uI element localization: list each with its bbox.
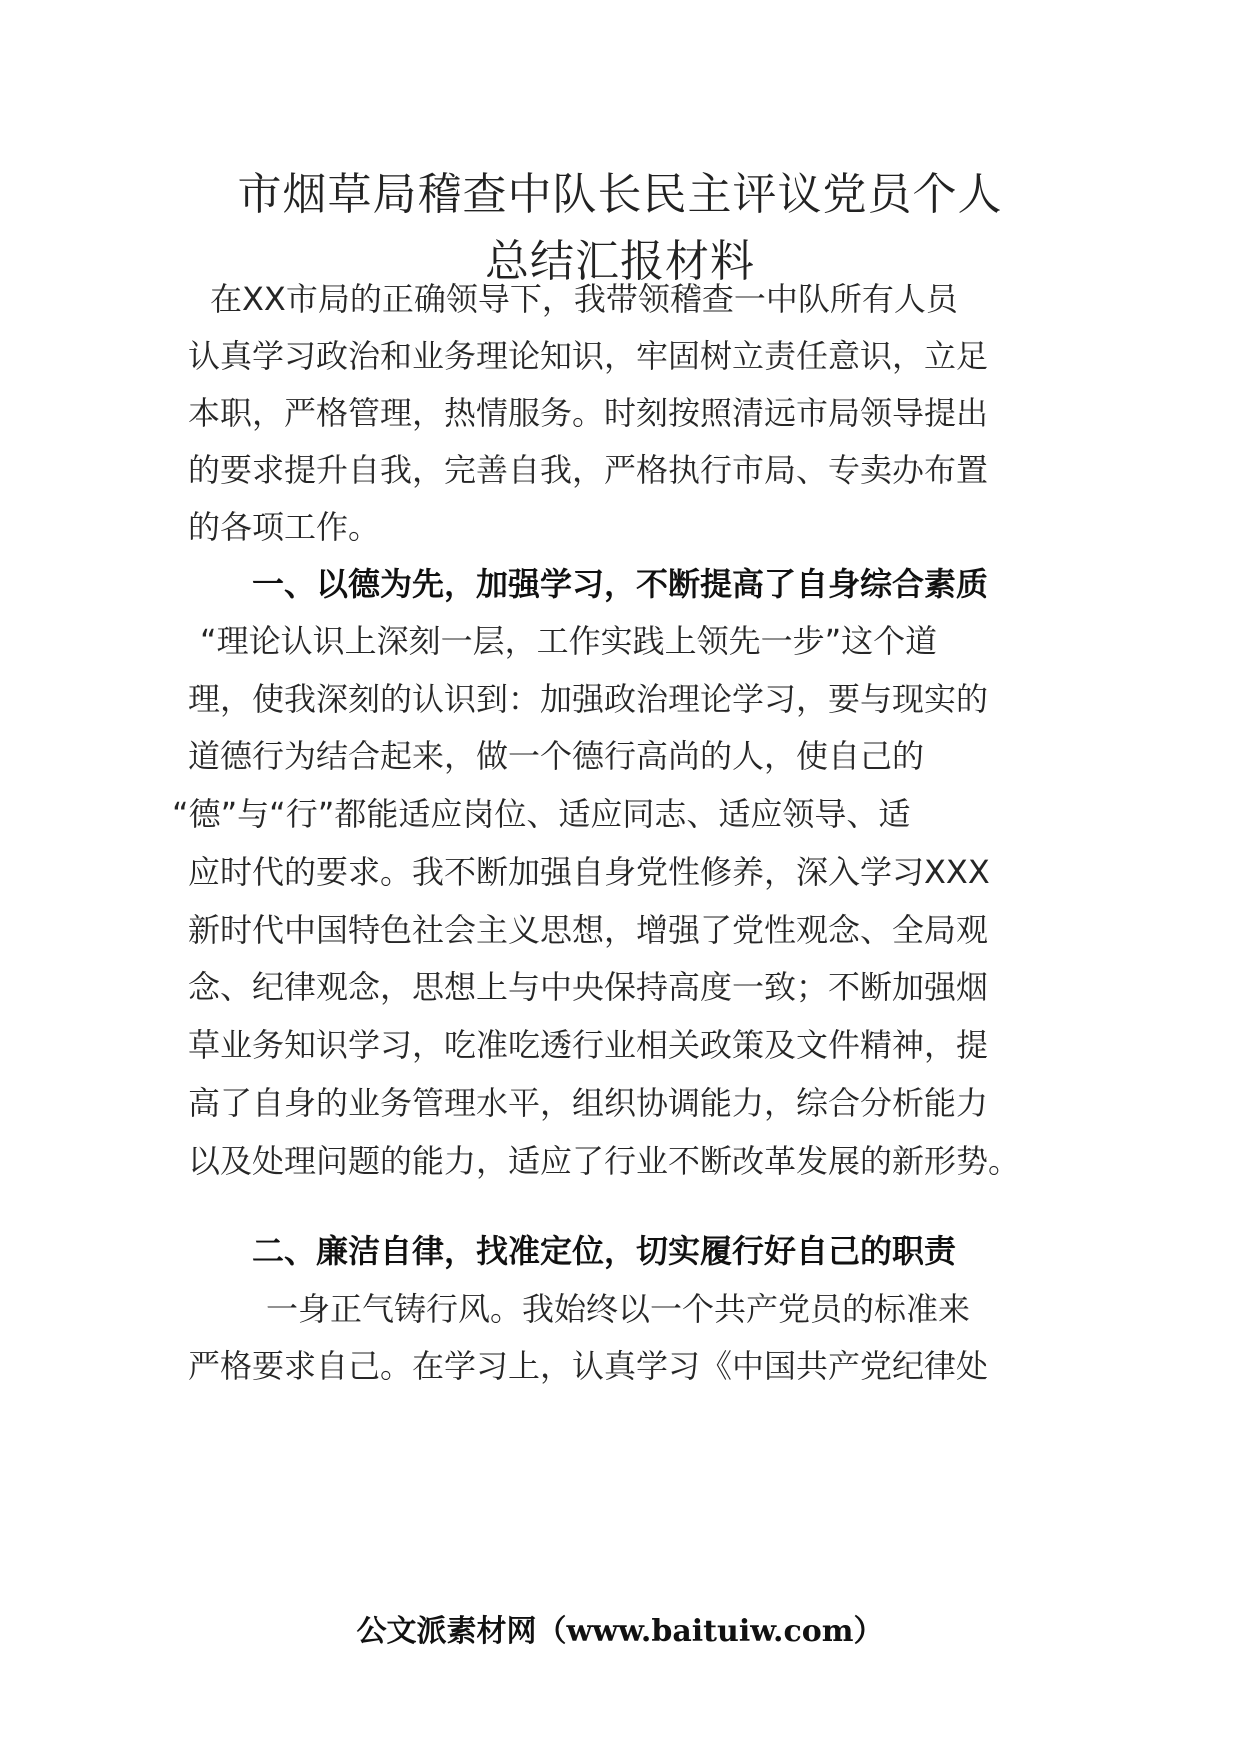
section-1-line: 念、纪律观念，思想上与中央保持高度一致；不断加强烟 bbox=[188, 968, 989, 1006]
document-title-line-1: 市烟草局稽查中队长民主评议党员个人 bbox=[237, 169, 1003, 220]
section-1-line: “德”与“行”都能适应岗位、适应同志、适应领导、适 bbox=[172, 795, 911, 833]
section-1-line: 道德行为结合起来，做一个德行高尚的人，使自己的 bbox=[188, 737, 925, 775]
intro-line: 在XX市局的正确领导下，我带领稽查一中队所有人员 bbox=[210, 280, 958, 318]
section-2-line: 一身正气铸行风。我始终以一个共产党员的标准来 bbox=[266, 1290, 971, 1328]
section-1-line: 理，使我深刻的认识到：加强政治理论学习，要与现实的 bbox=[188, 680, 989, 718]
intro-line: 本职，严格管理，热情服务。时刻按照清远市局领导提出 bbox=[188, 394, 989, 432]
section-2-line: 严格要求自己。在学习上，认真学习《中国共产党纪律处 bbox=[188, 1347, 989, 1385]
section-1-heading: 一、以德为先，加强学习，不断提高了自身综合素质 bbox=[252, 565, 989, 603]
section-1-line: 高了自身的业务管理水平，组织协调能力，综合分析能力 bbox=[188, 1084, 989, 1122]
section-1-line: 以及处理问题的能力，适应了行业不断改革发展的新形势。 bbox=[188, 1142, 1021, 1180]
intro-line: 认真学习政治和业务理论知识，牢固树立责任意识，立足 bbox=[188, 337, 989, 375]
section-1-line: 应时代的要求。我不断加强自身党性修养，深入学习XXX bbox=[188, 853, 990, 891]
section-1-line: 新时代中国特色社会主义思想，增强了党性观念、全局观 bbox=[188, 911, 989, 949]
section-1-line: “理论认识上深刻一层，工作实践上领先一步”这个道 bbox=[200, 622, 938, 660]
section-1-line: 草业务知识学习，吃准吃透行业相关政策及文件精神，提 bbox=[188, 1026, 989, 1064]
footer-watermark: 公文派素材网（www.baituiw.com） bbox=[356, 1614, 884, 1649]
document-title-line-2: 总结汇报材料 bbox=[485, 236, 755, 287]
intro-line: 的要求提升自我，完善自我，严格执行市局、专卖办布置 bbox=[188, 451, 989, 489]
intro-line: 的各项工作。 bbox=[188, 508, 381, 546]
section-2-heading: 二、廉洁自律，找准定位，切实履行好自己的职责 bbox=[252, 1232, 957, 1270]
